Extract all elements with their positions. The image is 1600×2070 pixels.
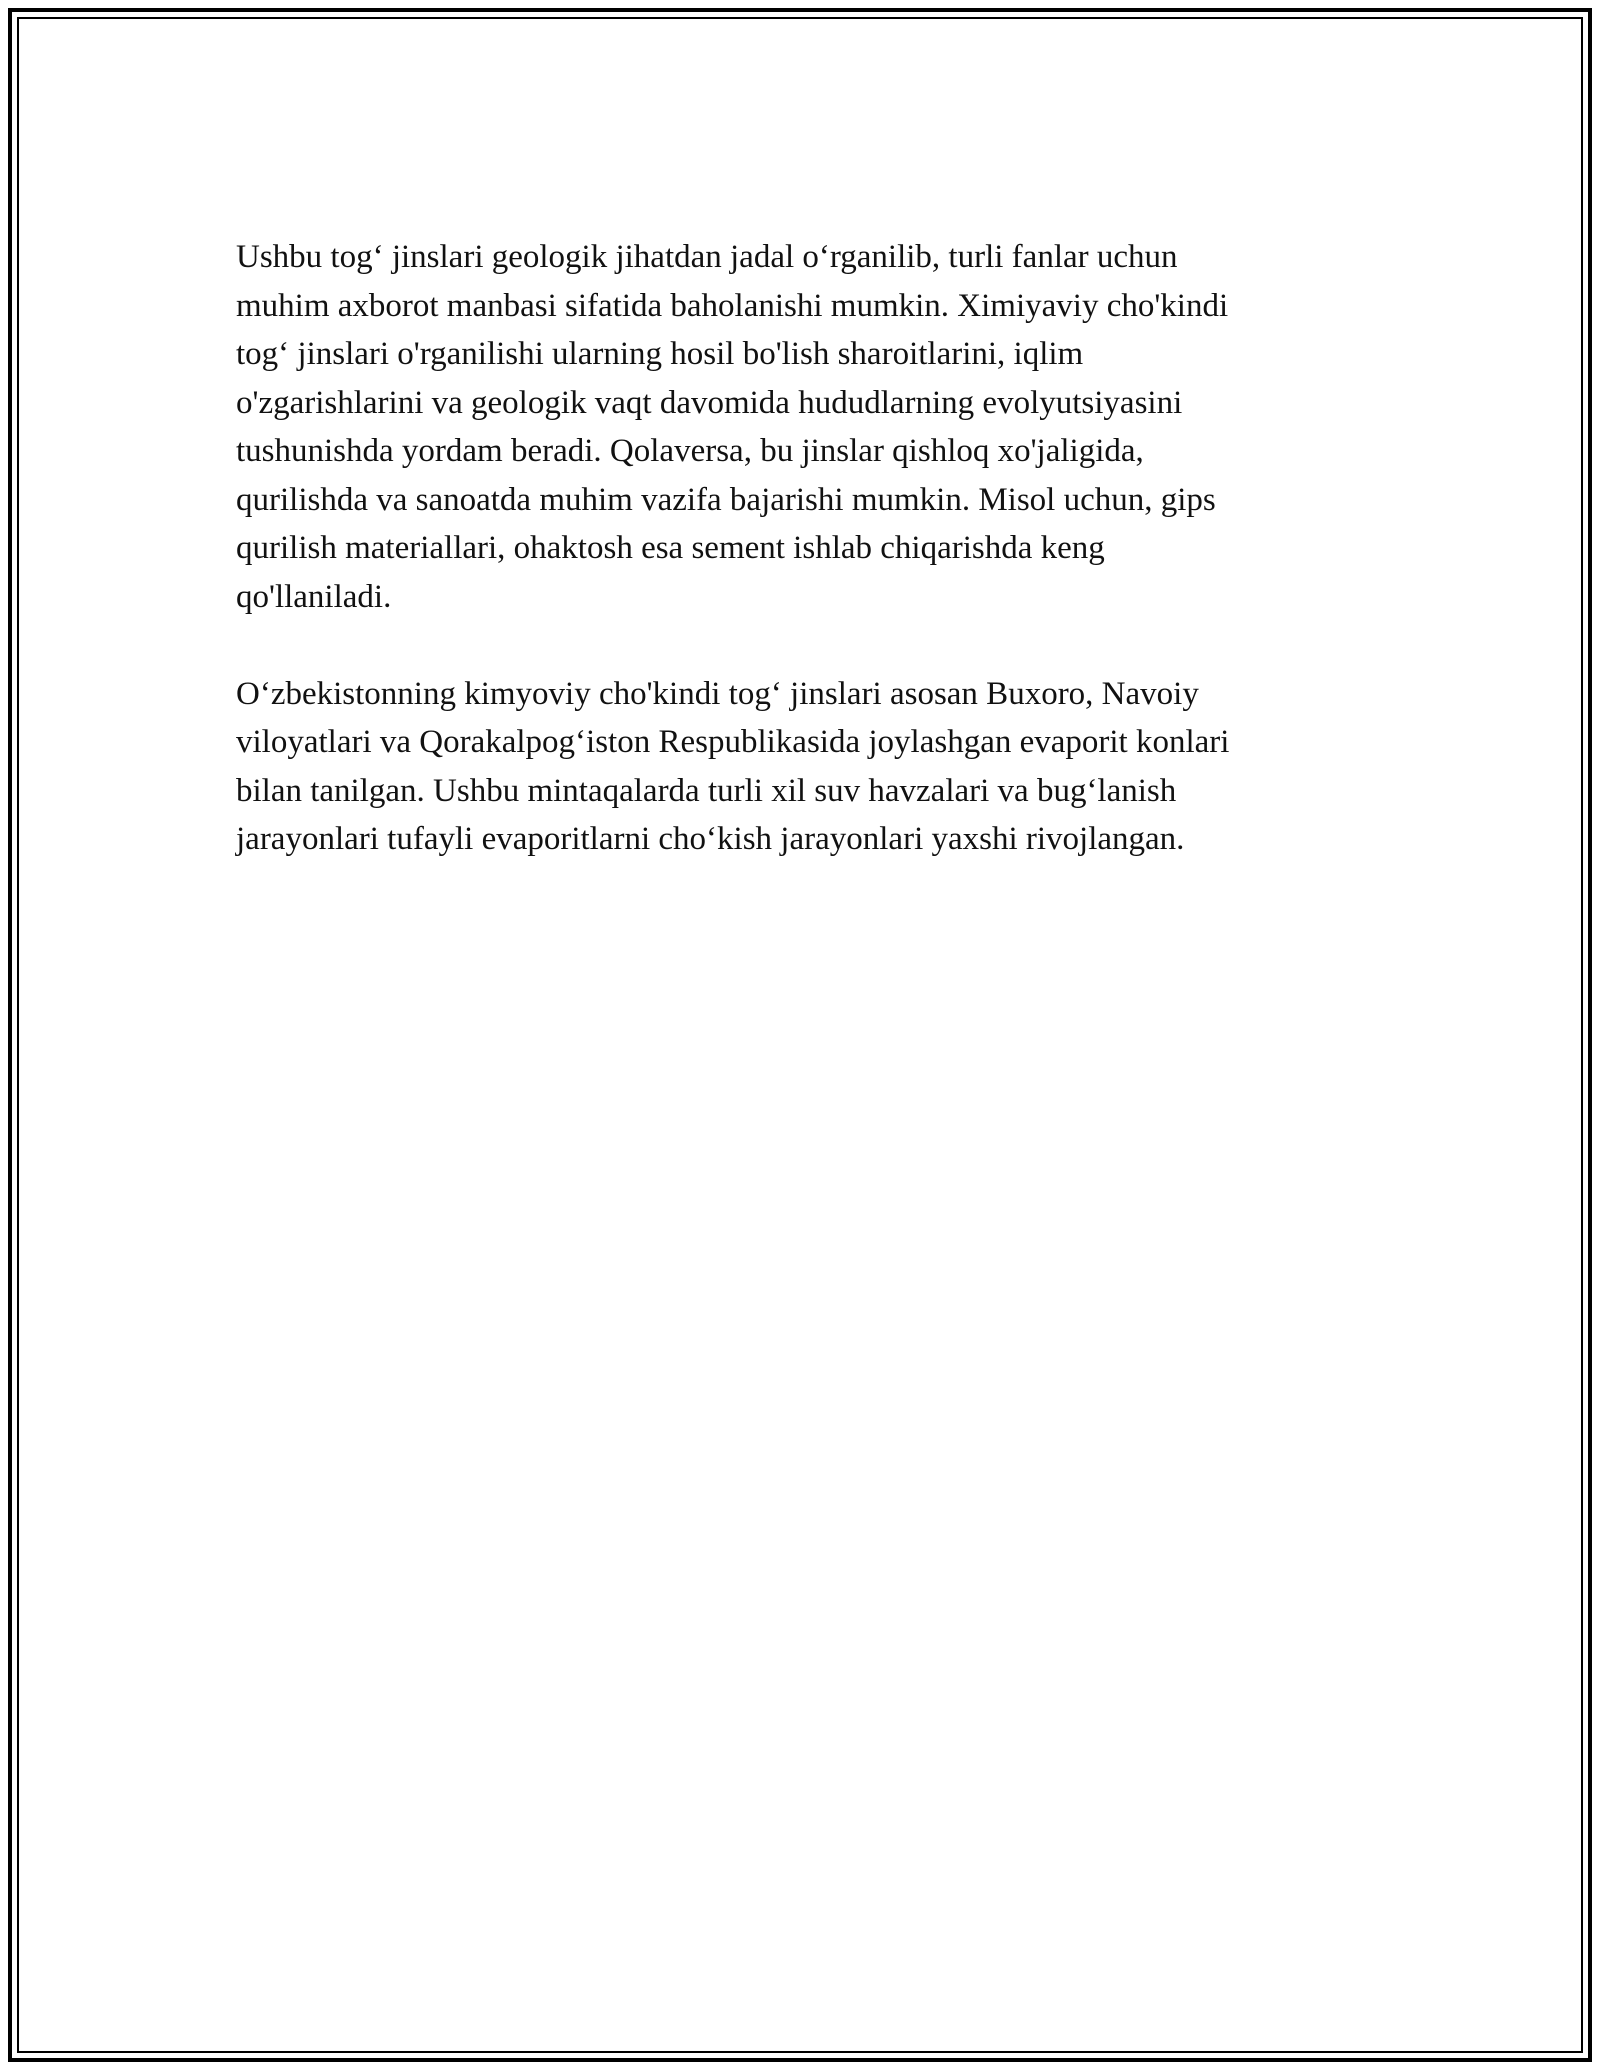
text-line: qurilishda va sanoatda muhim vazifa bajarishi mumkin. Misol uchun, gips xyxy=(236,481,1216,518)
text-line: o'zgarishlarini va geologik vaqt davomida hududlarning evolyutsiyasini xyxy=(236,384,1183,421)
text-line: viloyatlari va Qorakalpog‘iston Respublikasida joylashgan evaporit konlari xyxy=(236,724,1230,760)
text-line: qurilish materiallari, ohaktosh esa sement ishlab chiqarishda keng xyxy=(236,530,1105,566)
text-line: tog‘ jinslari o'rganilishi ularning hosil bo'lish sharoitlarini, iqlim xyxy=(236,336,1084,372)
text-line: Ushbu tog‘ jinslari geologik jihatdan jadal o‘rganilib, turli fanlar uchun xyxy=(236,239,1178,275)
document-body xyxy=(236,233,1356,912)
text-line: qo'llaniladi. xyxy=(236,578,392,615)
paragraph-1 xyxy=(236,233,1356,621)
text-line: bilan tanilgan. Ushbu mintaqalarda turli xil suv havzalari va bug‘lanish xyxy=(236,772,1177,809)
text-line: muhim axborot manbasi sifatida baholanishi mumkin. Ximiyaviy cho'kindi xyxy=(236,287,1229,324)
text-line: O‘zbekistonning kimyoviy cho'kindi tog‘ jinslari asosan Buxoro, Navoiy xyxy=(236,675,1199,712)
text-line: jarayonlari tufayli evaporitlarni cho‘kish jarayonlari yaxshi rivojlangan. xyxy=(236,821,1185,857)
text-line: tushunishda yordam beradi. Qolaversa, bu jinslar qishloq xo'jaligida, xyxy=(236,433,1144,469)
paragraph-2 xyxy=(236,670,1356,864)
